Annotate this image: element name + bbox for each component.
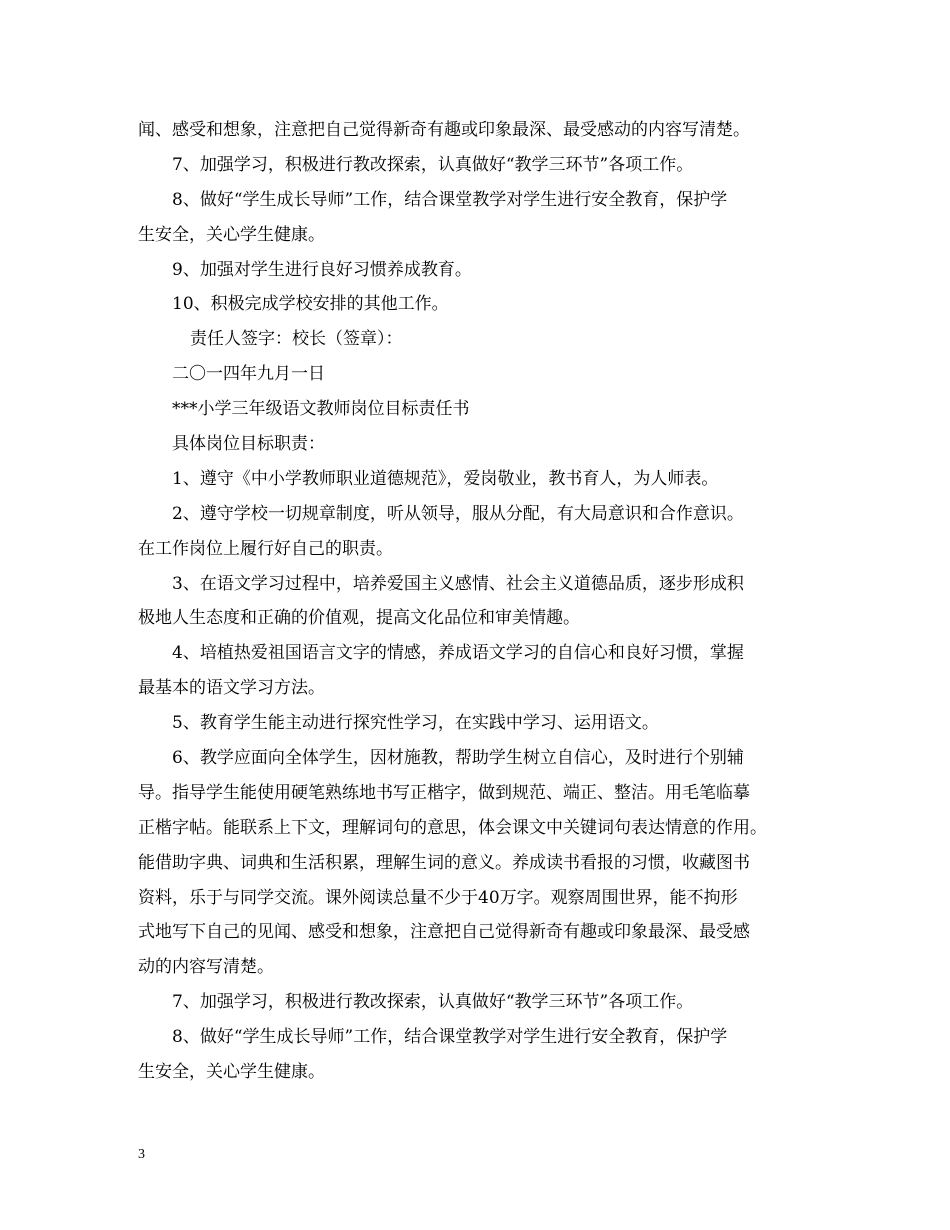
paragraph-line: 7、加强学习，积极进行教改探索，认真做好“教学三环节”各项工作。 — [172, 992, 694, 1013]
date-line: 二〇一四年九月一日 — [172, 364, 325, 385]
paragraph-line: 2、遵守学校一切规章制度，听从领导，服从分配，有大局意识和合作意识。 — [172, 503, 744, 524]
paragraph-line: 1、遵守《中小学教师职业道德规范》，爱岗敬业，教书育人，为人师表。 — [172, 468, 719, 489]
paragraph-line: 3、在语文学习过程中，培养爱国主义感情、社会主义道德品质，逐步形成积 — [172, 573, 744, 594]
signature-line: 责任人签字：校长（签章）： — [190, 329, 403, 350]
paragraph-line: 资料，乐于与同学交流。课外阅读总量不少于40万字。观察周围世界，能不拘形 — [138, 887, 738, 908]
paragraph-line: 在工作岗位上履行好自己的职责。 — [138, 538, 393, 559]
paragraph-line: 动的内容写清楚。 — [138, 957, 274, 978]
paragraph-line: 7、加强学习，积极进行教改探索，认真做好“教学三环节”各项工作。 — [172, 154, 694, 175]
paragraph-line: 10、积极完成学校安排的其他工作。 — [172, 294, 449, 315]
paragraph-line: 能借助字典、词典和生活积累，理解生词的意义。养成读书看报的习惯，收藏图书 — [138, 852, 750, 873]
paragraph-line: 6、教学应面向全体学生，因材施教，帮助学生树立自信心，及时进行个别辅 — [172, 748, 744, 769]
section-subtitle: 具体岗位目标职责： — [172, 434, 325, 455]
paragraph-line: 生安全，关心学生健康。 — [138, 224, 325, 245]
paragraph-line: 8、做好“学生成长导师”工作，结合课堂教学对学生进行安全教育，保护学 — [172, 1027, 728, 1048]
paragraph-line: 式地写下自己的见闻、感受和想象，注意把自己觉得新奇有趣或印象最深、最受感 — [138, 922, 750, 943]
paragraph-line: 正楷字帖。能联系上下文，理解词句的意思，体会课文中关键词句表达情意的作用。 — [138, 817, 767, 838]
paragraph-line: 最基本的语文学习方法。 — [138, 678, 325, 699]
paragraph-line: 生安全，关心学生健康。 — [138, 1062, 325, 1083]
paragraph-line: 闻、感受和想象，注意把自己觉得新奇有趣或印象最深、最受感动的内容写清楚。 — [138, 120, 750, 140]
paragraph-line: 8、做好“学生成长导师”工作，结合课堂教学对学生进行安全教育，保护学 — [172, 189, 728, 210]
paragraph-line: 导。指导学生能使用硬笔熟练地书写正楷字，做到规范、端正、整洁。用毛笔临摹 — [138, 782, 750, 803]
section-title: ***小学三年级语文教师岗位目标责任书 — [172, 399, 470, 420]
paragraph-line: 5、教育学生能主动进行探究性学习，在实践中学习、运用语文。 — [172, 713, 659, 734]
paragraph-line: 极地人生态度和正确的价值观，提高文化品位和审美情趣。 — [138, 608, 580, 629]
paragraph-line: 4、培植热爱祖国语言文字的情感，养成语文学习的自信心和良好习惯，掌握 — [172, 643, 744, 664]
document-body — [138, 113, 818, 1090]
paragraph-line: 9、加强对学生进行良好习惯养成教育。 — [172, 259, 472, 280]
page-number: 3 — [138, 1147, 145, 1162]
